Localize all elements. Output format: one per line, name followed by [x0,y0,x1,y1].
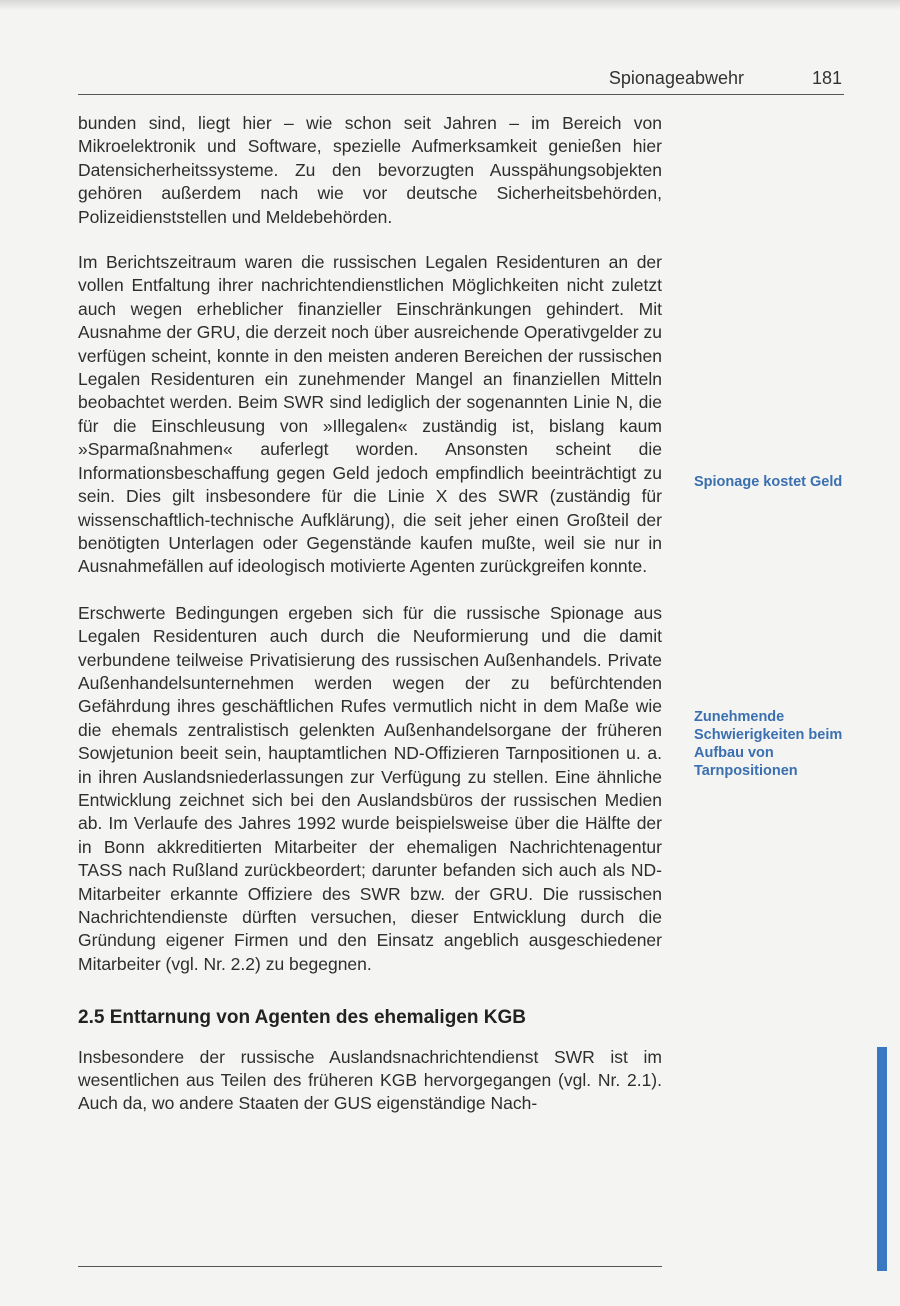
chapter-thumb-tab [877,1047,887,1271]
running-header [78,64,844,95]
marginal-note: Spionage kostet Geld [694,474,843,490]
body-paragraph: Im Berichtszeitraum waren die russischen Legalen Residenturen an der vollen Entfaltung ihrer nachrichtendienstlichen Möglichkeiten nicht zuletzt auch wegen erheblicher finanzieller Einschränkungen gehindert. Mit Ausnahme der GRU, die derzeit noch über ausreichende Operativgelder zu verfügen scheint, konnte in den meisten anderen Bereichen der russischen Legalen Residenturen ein zunehmender Mangel an finanziellen Mitteln beobachtet werden. Beim SWR sind lediglich der sogenannten Linie N, die für die Einschleusung von »Illegalen« zuständig ist, bislang kaum »Sparmaßnahmen« auferlegt worden. Ansonsten scheint die Informationsbeschaffung gegen Geld jedoch empfindlich beeinträchtigt zu sein. Dies gilt insbesondere für die Linie X des SWR (zuständig für wissenschaftlich-technische Aufklärung), die seit jeher einen Großteil der benötigten Unterlagen oder Gegenstände kaufen mußte, weil sie nur in Ausnahmefällen auf ideologisch motivierte Agenten zurückgreifen konnte. [78,252,662,577]
main-text-column [78,112,662,1139]
body-paragraph: bunden sind, liegt hier – wie schon seit Jahren – im Bereich von Mikroelektronik und Software, spezielle Aufmerksamkeit genießen hier Datensicherheitssysteme. Zu den bevorzugten Ausspähungsobjekten gehören außerdem nach wie vor deutsche Sicherheitsbehörden, Polizeidienststellen und Meldebehörden. [78,113,662,227]
page-number: 181 [811,68,842,88]
section-heading: 2.5 Enttarnung von Agenten des ehemaligen KGB [78,1007,526,1029]
marginal-note: Zunehmende Schwierigkeiten beim Aufbau von Tarnpositionen [694,709,843,779]
section-paragraph: Insbesondere der russische Auslandsnachrichtendienst SWR ist im wesentlichen aus Teilen des früheren KGB hervorgegangen (vgl. Nr. 2.1). Auch da, wo andere Staaten der GUS eigenständige Nach- [78,1046,662,1114]
body-paragraph: Erschwerte Bedingungen ergeben sich für die russische Spionage aus Legalen Residenturen auch durch die Neuformierung und die damit verbundene teilweise Privatisierung des russischen Außenhandels. Private Außenhandelsunternehmen werden wegen der zu befürchtenden Gefährdung ihres geschäftlichen Rufes vermutlich nicht in dem Maße wie die ehemals zentralistisch gelenkten Außenhandelsorgane der früheren Sowjetunion beeit sein, hauptamtlichen ND-Offizieren Tarnpositionen u. a. in ihren Auslandsniederlassungen zur Verfügung zu stellen. Eine ähnliche Entwicklung zeichnet sich bei den Auslandsbüros der russischen Medien ab. Im Verlaufe des Jahres 1992 wurde beispielsweise über die Hälfte der in Bonn akkreditierten Mitarbeiter der ehemaligen Nachrichtenagentur TASS nach Rußland zurückbeordert; darunter befanden sich auch als ND-Mitarbeiter erkannte Offiziere des SWR bzw. der GRU. Die russischen Nachrichtendienste dürften versuchen, dieser Entwicklung durch die Gründung eigener Firmen und den Einsatz angeblich ausgeschiedener Mitarbeiter (vgl. Nr. 2.2) zu begegnen. [78,602,662,974]
bottom-rule [78,1266,662,1267]
page-top-edge [0,0,900,10]
running-title: Spionageabwehr [608,68,744,88]
